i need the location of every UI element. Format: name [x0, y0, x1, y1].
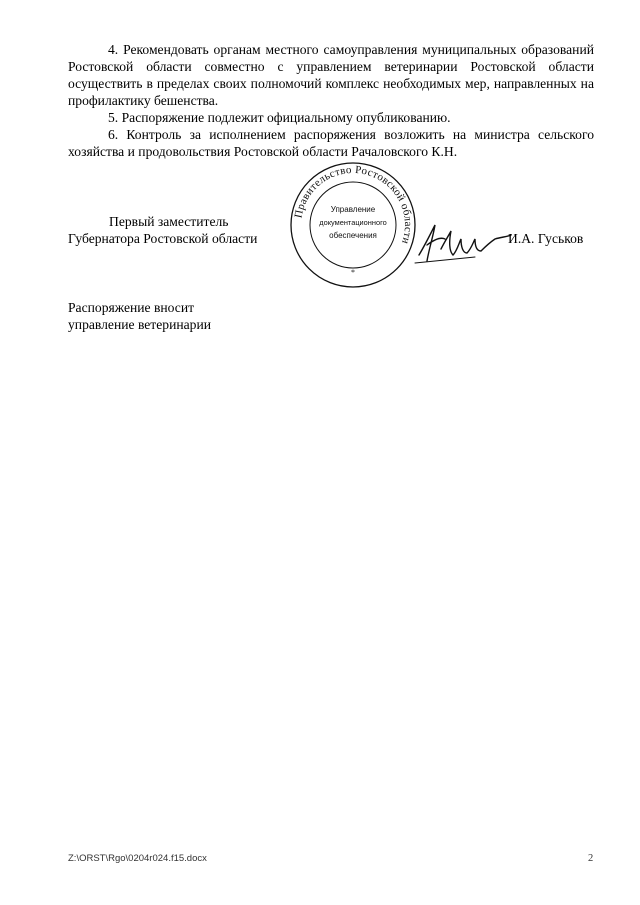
signatory-title	[68, 213, 288, 247]
signatory-name: И.А. Гуськов	[508, 231, 584, 246]
seal-inner-line3: обеспечения	[329, 231, 377, 240]
handwritten-signature	[405, 215, 515, 270]
signatory-title-line2: Губернатора Ростовской области	[68, 231, 258, 246]
originator-note	[68, 299, 211, 333]
seal-inner-line2: документационного	[319, 218, 387, 227]
paragraph-5: 5. Распоряжение подлежит официальному опубликованию.	[108, 110, 451, 125]
footer-page-number: 2	[588, 853, 594, 864]
paragraph-6: 6. Контроль за исполнением распоряжения возложить на министра сельского хозяйства и продовольствия Ростовской области Рачаловского К.Н.	[68, 127, 594, 159]
originator-line1: Распоряжение вносит	[68, 300, 195, 315]
paragraph-4: 4. Рекомендовать органам местного самоуправления муниципальных образований Ростовской области совместно с управлением ветеринарии Ростовской области осуществить в пределах своих полномочий комплекс необходимых мер, направленных на профилактику бешенства.	[68, 42, 594, 108]
document-body	[68, 41, 594, 160]
official-seal	[288, 160, 418, 290]
svg-text:*: *	[351, 268, 355, 277]
originator-line2: управление ветеринарии	[68, 317, 212, 332]
footer-file-path: Z:\ORST\Rgo\0204r024.f15.docx	[68, 853, 207, 864]
seal-inner-line1: Управление	[330, 205, 376, 214]
seal-outer-text: Правительство Ростовской области	[292, 163, 415, 246]
signatory-title-line1: Первый заместитель	[109, 214, 229, 229]
